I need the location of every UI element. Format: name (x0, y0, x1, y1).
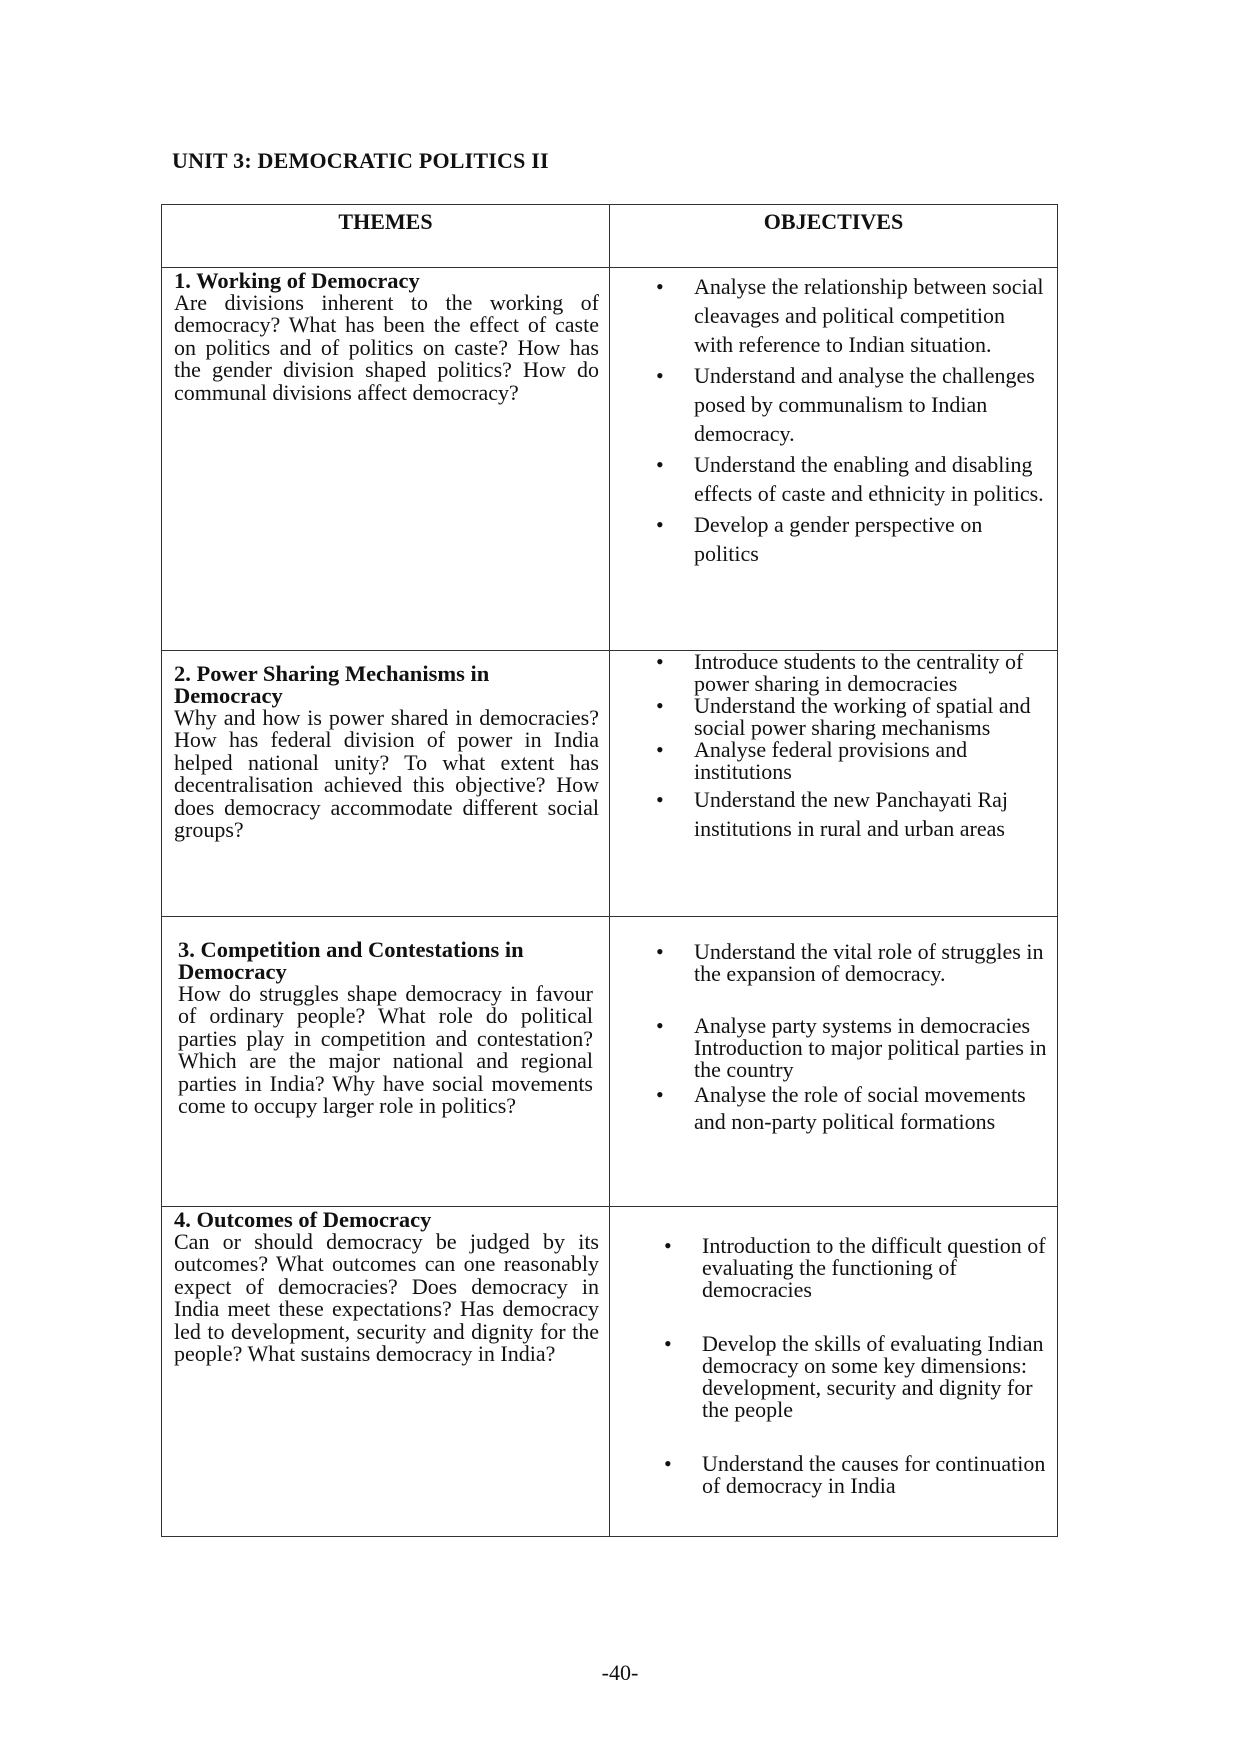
theme-cell (162, 1207, 610, 1537)
objective-item: • Introduce students to the centrality of power sharing in democracies (610, 651, 1049, 695)
objectives-cell (610, 917, 1058, 1207)
theme-description: Are divisions inherent to the working of democracy? What has been the effect of caste on politics and of politics on caste? How has the gender division shaped politics? How do communal divisions affect democracy? (174, 290, 599, 405)
table-row (162, 1207, 1058, 1537)
objective-item: • Understand the enabling and disabling effects of caste and ethnicity in politics. (610, 450, 1049, 508)
objectives-cell (610, 268, 1058, 651)
theme-title: 2. Power Sharing Mechanisms in Democracy (174, 661, 490, 708)
theme-title: 1. Working of Democracy (174, 268, 420, 293)
theme-title: 4. Outcomes of Democracy (174, 1207, 432, 1232)
objectives-list (610, 1235, 1049, 1497)
objective-item: • Understand the working of spatial and social power sharing mechanisms (610, 695, 1049, 739)
table-row (162, 917, 1058, 1207)
theme-cell (162, 651, 610, 917)
objective-item: • Develop the skills of evaluating Indian democracy on some key dimensions: development, security and dignity for the people (618, 1333, 1049, 1421)
objectives-list (610, 941, 1049, 1135)
objective-item: • Understand the vital role of struggles in the expansion of democracy. (610, 941, 1049, 985)
objectives-list (610, 268, 1049, 568)
theme-description: Can or should democracy be judged by its outcomes? What outcomes can one reasonably expect of democracies? Does democracy in India meet these expectations? Has democracy led to development, security and dignity for the people? What sustains democracy in India? (174, 1229, 599, 1367)
theme-cell (162, 268, 610, 651)
theme-title: 3. Competition and Contestations in Democracy (178, 937, 524, 984)
objectives-list (610, 651, 1049, 843)
objectives-cell (610, 651, 1058, 917)
objectives-cell (610, 1207, 1058, 1537)
theme-description: Why and how is power shared in democracies? How has federal division of power in India helped national unity? To what extent has decentralisation achieved this objective? How does democracy accommodate different social groups? (174, 705, 599, 843)
page-number: -40- (601, 1660, 639, 1685)
objective-item: • Understand the new Panchayati Raj institutions in rural and urban areas (610, 785, 1049, 843)
objective-item: • Develop a gender perspective on politics (610, 510, 1049, 568)
syllabus-table (161, 204, 1058, 1537)
objective-item: • Analyse federal provisions and institutions (610, 739, 1049, 783)
table-row (162, 651, 1058, 917)
themes-header: THEMES (162, 205, 610, 268)
unit-title: UNIT 3: DEMOCRATIC POLITICS II (172, 148, 549, 173)
table-row (162, 268, 1058, 651)
objective-item: • Understand the causes for continuation of democracy in India (618, 1453, 1049, 1497)
objective-item: • Analyse the role of social movements and non-party political formations (610, 1081, 1049, 1135)
objectives-header: OBJECTIVES (610, 205, 1058, 268)
theme-description: How do struggles shape democracy in favour of ordinary people? What role do political parties play in competition and contestation? Which are the major national and regional parties in India? Why have social movements come to occupy larger role in politics? (178, 981, 593, 1119)
theme-cell (162, 917, 610, 1207)
objective-item: • Understand and analyse the challenges posed by communalism to Indian democracy. (610, 361, 1049, 448)
objective-item: • Analyse the relationship between social cleavages and political competition with reference to Indian situation. (610, 272, 1049, 359)
objective-item: • Introduction to the difficult question of evaluating the functioning of democracies (618, 1235, 1049, 1301)
header-row (162, 205, 1058, 268)
objective-item: • Analyse party systems in democracies Introduction to major political parties in the country (610, 1015, 1049, 1081)
